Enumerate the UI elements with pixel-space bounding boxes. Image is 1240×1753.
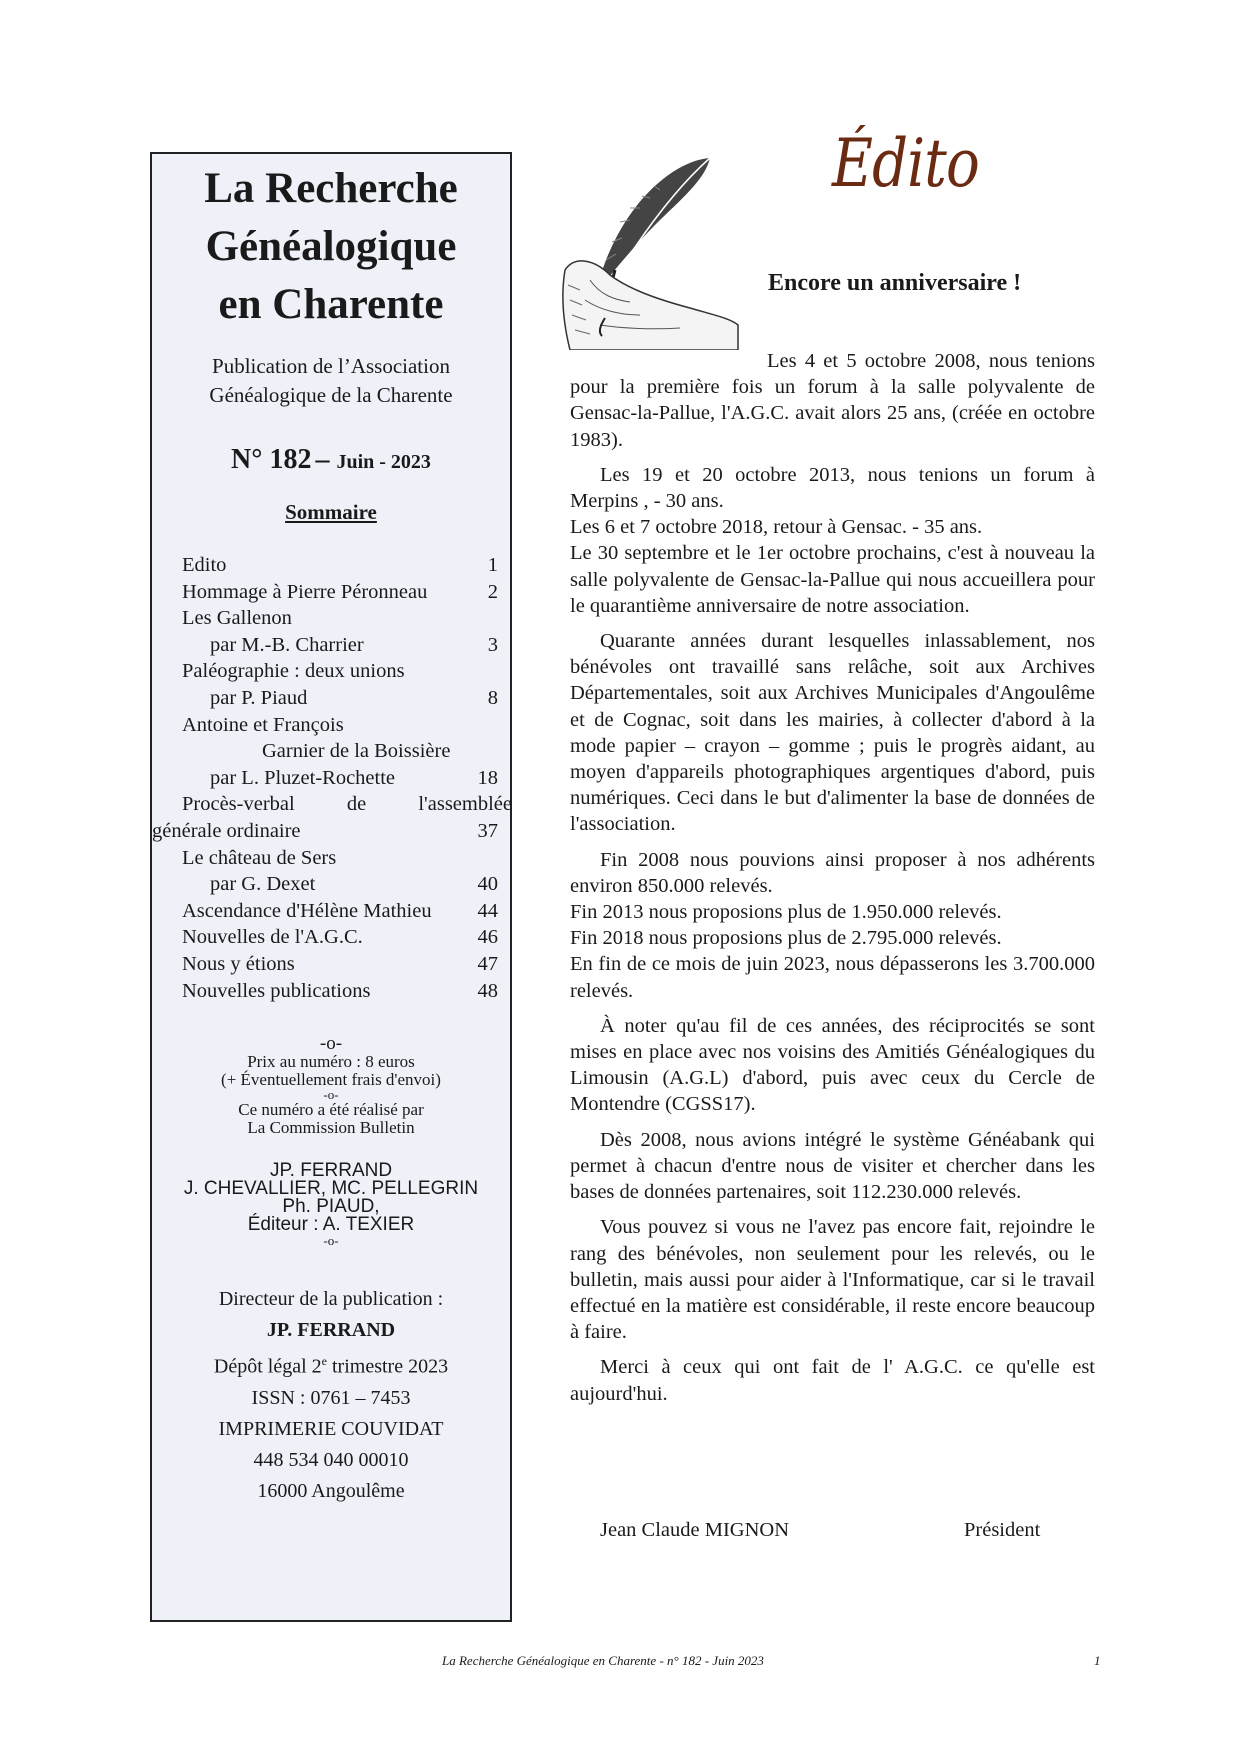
printer-city: 16000 Angoulême [257, 1479, 405, 1502]
crew-line-2: J. CHEVALLIER, MC. PELLEGRIN [183, 1178, 479, 1199]
price-block [152, 1034, 510, 1137]
toc-page-number: 1 [487, 554, 498, 576]
toc-entry: générale ordinaire [152, 820, 301, 842]
paragraph-4-line-1: Fin 2008 nous pouvions ainsi proposer à nos adhérents environ 850.000 relevés. [570, 848, 1095, 897]
journal-title-line-1: La Recherche [204, 165, 458, 212]
issue-dash: – [315, 444, 337, 475]
toc-page-number: 18 [477, 766, 498, 789]
toc-page-number: 3 [487, 633, 498, 656]
paragraph-3: Quarante années durant lesquelles inlassablement, nos bénévoles ont travaillé sans relâche, soit aux Archives Départementales, soit aux Archives Municipales d'Angoulême et de Cognac, soit dans les mairies, à collecter d'abord à la mode papier – crayon – gomme ; puis le progrès aidant, au moyen d'appareils photographiques argentiques d'abord, puis numériques. Ceci dans le but d'alimenter la base de données de l'association. [570, 630, 1095, 836]
journal-title-line-3: en Charente [218, 281, 444, 328]
publisher-line-2: Généalogique de la Charente [209, 383, 453, 407]
crew-line-1: JP. FERRAND [269, 1160, 393, 1181]
issn: ISSN : 0761 – 7453 [251, 1386, 411, 1409]
siret: 448 534 040 00010 [253, 1448, 409, 1471]
paragraph-6: Dès 2008, nous avions intégré le système Généabank qui permet à chacun d'entre nous de visiter et chercher dans les bases de données partenaires, soit 112.230.000 relevés. [570, 1128, 1095, 1204]
toc-entry: par P. Piaud [210, 687, 308, 709]
toc-entry: Nouvelles de l'A.G.C. [182, 926, 363, 949]
legal-block [152, 1284, 510, 1507]
made-by-line-2: La Commission Bulletin [247, 1118, 415, 1137]
quill-hand-illustration [560, 150, 740, 350]
toc-entry: par G. Dexet [210, 873, 316, 896]
toc-page-number: 46 [477, 926, 498, 949]
toc-entry: Hommage à Pierre Péronneau [182, 580, 428, 603]
issue-number: N° 182 [231, 444, 312, 475]
paragraph-7: Vous pouvez si vous ne l'avez pas encore fait, rejoindre le rang des bénévoles, non seulement pour les relevés, ou le bulletin, mais aussi pour aider à l'Informatique, car si le travail effectué en la matière est considérable, il reste encore beaucoup à faire. [570, 1216, 1095, 1344]
toc-entry: Antoine et François [182, 713, 344, 736]
toc-page-number: 37 [477, 820, 498, 842]
toc-entry: Paléographie : deux unions [182, 660, 405, 683]
journal-title-line-2: Généalogique [205, 223, 457, 270]
paragraph-2-line-2: Les 6 et 7 octobre 2018, retour à Gensac. - 35 ans. [570, 516, 983, 539]
separator-small: -o- [323, 1087, 339, 1102]
director-label: Directeur de la publication : [218, 1288, 444, 1310]
paragraph-2-line-3: Le 30 septembre et le 1er octobre prochains, c'est à nouveau la salle polyvalente de Gensac-la-Pallue qui nous accueillera pour le quarantième anniversaire de notre association. [570, 542, 1095, 617]
shipping-note: (+ Éventuellement frais d'envoi) [221, 1070, 441, 1089]
journal-title [152, 160, 510, 334]
legal-deposit: Dépôt légal 2e trimestre 2023 [213, 1354, 449, 1378]
issue-info [152, 444, 510, 476]
toc-entry: Les Gallenon [182, 607, 292, 630]
toc-entry: Nouvelles publications [182, 979, 371, 1002]
director-name: JP. FERRAND [266, 1319, 396, 1341]
toc-entry: par L. Pluzet-Rochette [210, 766, 396, 789]
toc-entry: Edito [182, 554, 227, 576]
toc-entry: par M.-B. Charrier [210, 633, 364, 656]
made-by-line-1: Ce numéro a été réalisé par [238, 1100, 424, 1119]
publisher-info [152, 352, 510, 410]
printer: IMPRIMERIE COUVIDAT [218, 1417, 444, 1440]
toc-page-number: 8 [487, 687, 498, 709]
toc-page-number: 44 [477, 899, 498, 922]
edito-body [570, 348, 1095, 1407]
signature-role: Président [964, 1519, 1041, 1541]
paragraph-5: À noter qu'au fil de ces années, des réciprocités se sont mises en place avec nos voisins des Amitiés Généalogiques du Limousin (A.G.L) d'abord, puis avec ceux du Cercle de Montendre (CGSS17). [570, 1014, 1095, 1116]
crew-line-4: Éditeur : A. TEXIER [247, 1214, 415, 1235]
separator: -o- [319, 1033, 343, 1054]
edito-title: Édito [832, 125, 979, 202]
toc-entry: Procès-verbal de l'assemblée [182, 793, 512, 816]
toc-entry: Nous y étions [182, 953, 295, 975]
publisher-line-1: Publication de l’Association [212, 354, 450, 378]
paragraph-4-line-3: Fin 2018 nous proposions plus de 2.795.000 relevés. [570, 927, 1002, 950]
toc-page-number: 48 [477, 979, 498, 1002]
toc-entry: Le château de Sers [182, 846, 337, 869]
paragraph-2-line-1: Les 19 et 20 octobre 2013, nous tenions un forum à Merpins , - 30 ans. [570, 463, 1095, 513]
paragraph-8: Merci à ceux qui ont fait de l' A.G.C. ce qu'elle est aujourd'hui. [570, 1356, 1095, 1405]
sidebar-box [150, 152, 512, 1622]
issue-date: Juin - 2023 [336, 451, 431, 473]
paragraph-1: Les 4 et 5 octobre 2008, nous tenions pour la première fois un forum à la salle polyvalente de Gensac-la-Pallue, l'A.G.C. avait alors 25 ans, (créée en octobre 1983). [570, 350, 1095, 451]
running-footer: La Recherche Généalogique en Charente - n° 182 - Juin 2023 [442, 1653, 764, 1668]
toc-page-number: 2 [487, 580, 498, 603]
toc-page-number: 47 [477, 953, 498, 975]
signature-name: Jean Claude MIGNON [600, 1519, 790, 1541]
headline: Encore un anniversaire ! [768, 270, 1022, 296]
price: Prix au numéro : 8 euros [247, 1052, 415, 1071]
page-number: 1 [1094, 1653, 1101, 1668]
crew-line-3: Ph. PIAUD, [282, 1196, 380, 1217]
paragraph-4-line-2: Fin 2013 nous proposions plus de 1.950.000 relevés. [570, 901, 1002, 924]
toc-entry: Ascendance d'Hélène Mathieu [182, 899, 432, 922]
paragraph-4-line-4: En fin de ce mois de juin 2023, nous dépasserons les 3.700.000 relevés. [570, 953, 1095, 1002]
toc-entry: Garnier de la Boissière [262, 740, 451, 763]
crew-block [152, 1162, 510, 1248]
toc-page-number: 40 [477, 873, 498, 896]
sommaire-heading: Sommaire [285, 500, 377, 524]
separator-end: -o- [323, 1233, 339, 1248]
